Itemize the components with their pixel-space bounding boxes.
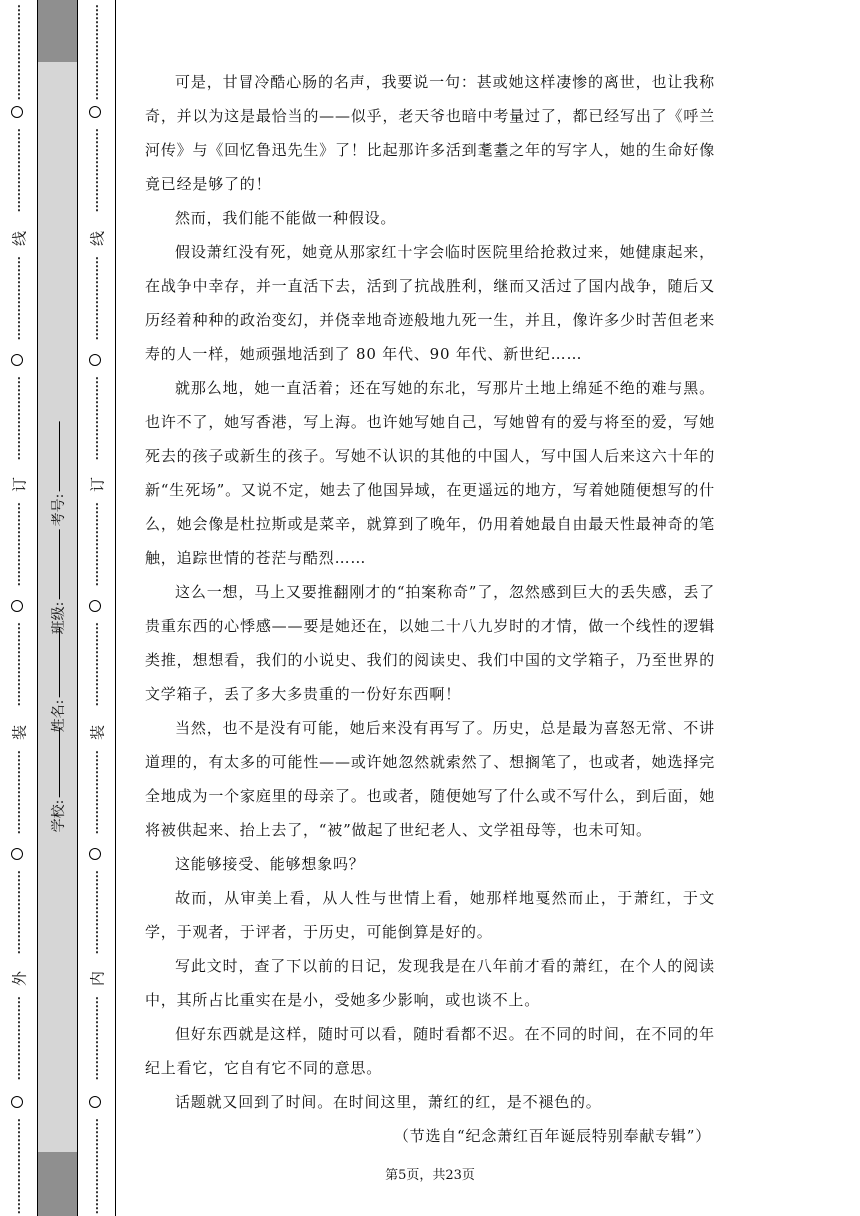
margin-label-bind: 装 [88, 725, 107, 741]
school-field[interactable] [48, 728, 68, 833]
page-number: 第5页，共23页 [385, 1168, 475, 1183]
margin-label-order: 订 [10, 477, 29, 493]
outer-binding-margin [0, 0, 38, 1216]
margin-label-bind: 装 [10, 725, 29, 741]
dotted-line: ⋮ ⋮ ⋮ ⋮ ⋮ ⋮ ⋮ [91, 995, 103, 1081]
paragraph: 就那么地，她一直活着；还在写她的东北，写那片土地上绵延不绝的难与黑。也许不了，她写香港，写上海。也许她写她自己，写她曾有的爱与将至的爱，写她死去的孩子或新生的孩子。写她不认识的其他的中国人，写中国人后来这六十年的新“生死场”。又说不定，她去了他国异域，在更遥远的地方，写着她随便想写的什么，她会像是杜拉斯或是菜辛，就算到了晚年，仍用着她最自由最天性最神奇的笔触，追踪世情的苍茫与酷烈…… [145, 379, 715, 567]
exam-number-label: 考号: [51, 493, 67, 527]
paragraph: 这么一想，马上又要推翻刚才的“拍案称奇”了，忽然感到巨大的丢失感，丢了贵重东西的心悸感——要是她还在，以她二十八九岁时的才情，做一个线性的逻辑类推，想想看，我们的小说史、我们的阅读史、我们中国的文学箱子，乃至世界的文学箱子，丢了多大多贵重的一份好东西啊！ [145, 583, 715, 703]
dotted-line: ⋮ ⋮ ⋮ ⋮ ⋮ ⋮ ⋮ [13, 375, 25, 461]
paragraph: 这能够接受、能够想象吗？ [175, 855, 365, 873]
source-note: （节选自“纪念萧红百年诞辰特别奉献专辑”） [393, 1127, 711, 1145]
class-label: 班级: [51, 601, 67, 635]
student-info-form [38, 0, 78, 1216]
dotted-line: ⋮ ⋮ ⋮ ⋮ ⋮ ⋮ ⋮ [91, 501, 103, 587]
circle-mark [11, 106, 23, 118]
circle-mark [11, 354, 23, 366]
dotted-line: ⋮ ⋮ ⋮ ⋮ ⋮ ⋮ ⋮ ⋮ [13, 3, 25, 101]
dotted-line: ⋮ ⋮ ⋮ ⋮ ⋮ ⋮ ⋮ [91, 375, 103, 461]
dotted-line: ⋮ ⋮ ⋮ ⋮ ⋮ ⋮ ⋮ [13, 869, 25, 955]
paragraph: 然而，我们能不能做一种假设。 [175, 209, 397, 227]
paragraph: 话题就又回到了时间。在时间这里，萧红的红，是不褪色的。 [175, 1093, 602, 1111]
dotted-line: ⋮ ⋮ ⋮ ⋮ ⋮ ⋮ ⋮ [91, 621, 103, 707]
circle-mark [89, 106, 101, 118]
name-label: 姓名: [51, 699, 67, 733]
dotted-line: ⋮ ⋮ ⋮ ⋮ ⋮ ⋮ ⋮ [13, 255, 25, 341]
dotted-line: ⋮ ⋮ ⋮ ⋮ ⋮ ⋮ ⋮ [91, 869, 103, 955]
dotted-line: ⋮ ⋮ ⋮ ⋮ ⋮ ⋮ ⋮ [13, 749, 25, 835]
circle-mark [89, 848, 101, 860]
circle-mark [89, 600, 101, 612]
school-label: 学校: [51, 799, 67, 833]
circle-mark [89, 1096, 101, 1108]
dotted-line: ⋮ ⋮ ⋮ ⋮ ⋮ ⋮ ⋮ [13, 501, 25, 587]
name-field[interactable] [48, 628, 68, 733]
margin-label-line: 线 [88, 231, 107, 247]
circle-mark [11, 1096, 23, 1108]
paragraph: 当然，也不是没有可能，她后来没有再写了。历史，总是最为喜怒无常、不讲道理的，有太多的可能性——或许她忽然就索然了、想搁笔了，也或者，她选择完全地成为一个家庭里的母亲了。也或者，随便她写了什么或不写什么，到后面，她将被供起来、抬上去了，“被”做起了世纪老人、文学祖母等，也未可知。 [145, 719, 715, 839]
exam-number-field[interactable] [48, 422, 68, 527]
paragraph: 可是，甘冒冷酷心肠的名声，我要说一句：甚或她这样凄惨的离世，也让我称奇，并以为这是最恰当的——似乎，老天爷也暗中考量过了，都已经写出了《呼兰河传》与《回忆鲁迅先生》了！比起那许多活到耄耋之年的写字人，她的生命好像竟已经是够了的！ [145, 73, 715, 193]
dotted-line: ⋮ ⋮ ⋮ ⋮ ⋮ ⋮ ⋮ [91, 127, 103, 213]
dotted-line: ⋮ ⋮ ⋮ ⋮ ⋮ ⋮ ⋮ [13, 127, 25, 213]
dotted-line: ⋮ ⋮ ⋮ ⋮ ⋮ ⋮ ⋮ ⋮ [91, 1117, 103, 1215]
paragraph: 写此文时，查了下以前的日记，发现我是在八年前才看的萧红，在个人的阅读中，其所占比重实在是小，受她多少影响，或也谈不上。 [145, 957, 715, 1009]
circle-mark [11, 848, 23, 860]
paragraph: 假设萧红没有死，她竟从那家红十字会临时医院里给抢救过来，她健康起来，在战争中幸存，并一直活下去，活到了抗战胜利，继而又活过了国内战争，随后又历经着种种的政治变幻，并侥幸地奇迹般地九死一生，并且，像许多少时苦但老来寿的人一样，她顽强地活到了 80 年代、90 年代、新世纪…… [145, 243, 715, 363]
margin-label-outside: 外 [10, 971, 29, 987]
margin-label-order: 订 [88, 477, 107, 493]
article-body [145, 65, 715, 1153]
dotted-line: ⋮ ⋮ ⋮ ⋮ ⋮ ⋮ ⋮ ⋮ [13, 1117, 25, 1215]
circle-mark [89, 354, 101, 366]
paragraph: 故而，从审美上看，从人性与世情上看，她那样地戛然而止，于萧红，于文学，于观者，于评者，于历史，可能倒算是好的。 [145, 889, 715, 941]
inner-binding-margin [78, 0, 116, 1216]
dotted-line: ⋮ ⋮ ⋮ ⋮ ⋮ ⋮ ⋮ ⋮ [91, 3, 103, 101]
dotted-line: ⋮ ⋮ ⋮ ⋮ ⋮ ⋮ ⋮ [91, 749, 103, 835]
class-field[interactable] [48, 530, 68, 635]
dotted-line: ⋮ ⋮ ⋮ ⋮ ⋮ ⋮ ⋮ [13, 621, 25, 707]
margin-label-inside: 内 [88, 971, 107, 987]
margin-label-line: 线 [10, 231, 29, 247]
dotted-line: ⋮ ⋮ ⋮ ⋮ ⋮ ⋮ ⋮ [91, 255, 103, 341]
paragraph: 但好东西就是这样，随时可以看，随时看都不迟。在不同的时间，在不同的年纪上看它，它自有它不同的意思。 [145, 1025, 715, 1077]
circle-mark [11, 600, 23, 612]
dotted-line: ⋮ ⋮ ⋮ ⋮ ⋮ ⋮ ⋮ [13, 995, 25, 1081]
